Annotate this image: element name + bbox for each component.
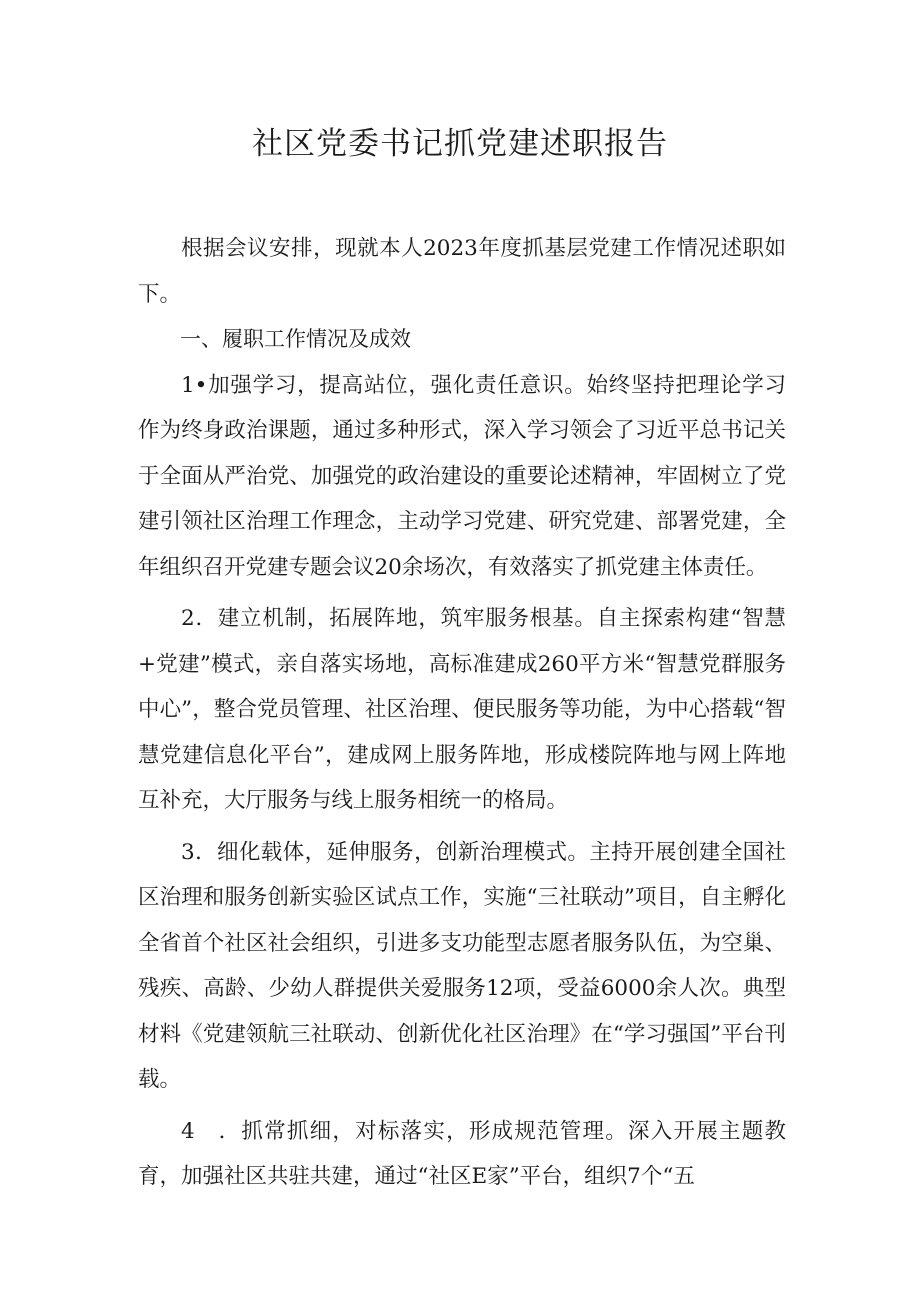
intro-paragraph: 根据会议安排，现就本人2023年度抓基层党建工作情况述职如下。 [138, 236, 786, 307]
paragraph-item-3: 3．细化载体，延伸服务，创新治理模式。主持开展创建全国社区治理和服务创新实验区试点工作，实施“三社联动”项目，自主孵化全省首个社区社会组织，引进多支功能型志愿者服务队伍，为空巢、残疾、高龄、少幼人群提供关爱服务12项，受益6000余人次。典型材料《党建领航三社联动、创新优化社区治理》在“学习强国”平台刊载。 [138, 839, 786, 1092]
paragraph-item-2: 2．建立机制，拓展阵地，筑牢服务根基。自主探索构建“智慧+党建”模式，亲自落实场地，高标准建成260平方米“智慧党群服务中心”，整合党员管理、社区治理、便民服务等功能，为中心搭载“智慧党建信息化平台”，建成网上服务阵地，形成楼院阵地与网上阵地互补充，大厅服务与线上服务相统一的格局。 [138, 606, 786, 813]
paragraph-item-4: 4 ．抓常抓细，对标落实，形成规范管理。深入开展主题教育，加强社区共驻共建，通过“社区E家”平台，组织7个“五 [138, 1118, 786, 1189]
section-heading: 一、履职工作情况及成效 [180, 327, 411, 351]
paragraph-item-1: 1•加强学习，提高站位，强化责任意识。始终坚持把理论学习作为终身政治课题，通过多种形式，深入学习领会了习近平总书记关于全面从严治党、加强党的政治建设的重要论述精神，牢固树立了党建引领社区治理工作理念，主动学习党建、研究党建、部署党建，全年组织召开党建专题会议20余场次，有效落实了抓党建主体责任。 [138, 372, 786, 580]
document-title: 社区党委书记抓党建述职报告 [252, 126, 668, 162]
document-body [138, 226, 786, 1200]
